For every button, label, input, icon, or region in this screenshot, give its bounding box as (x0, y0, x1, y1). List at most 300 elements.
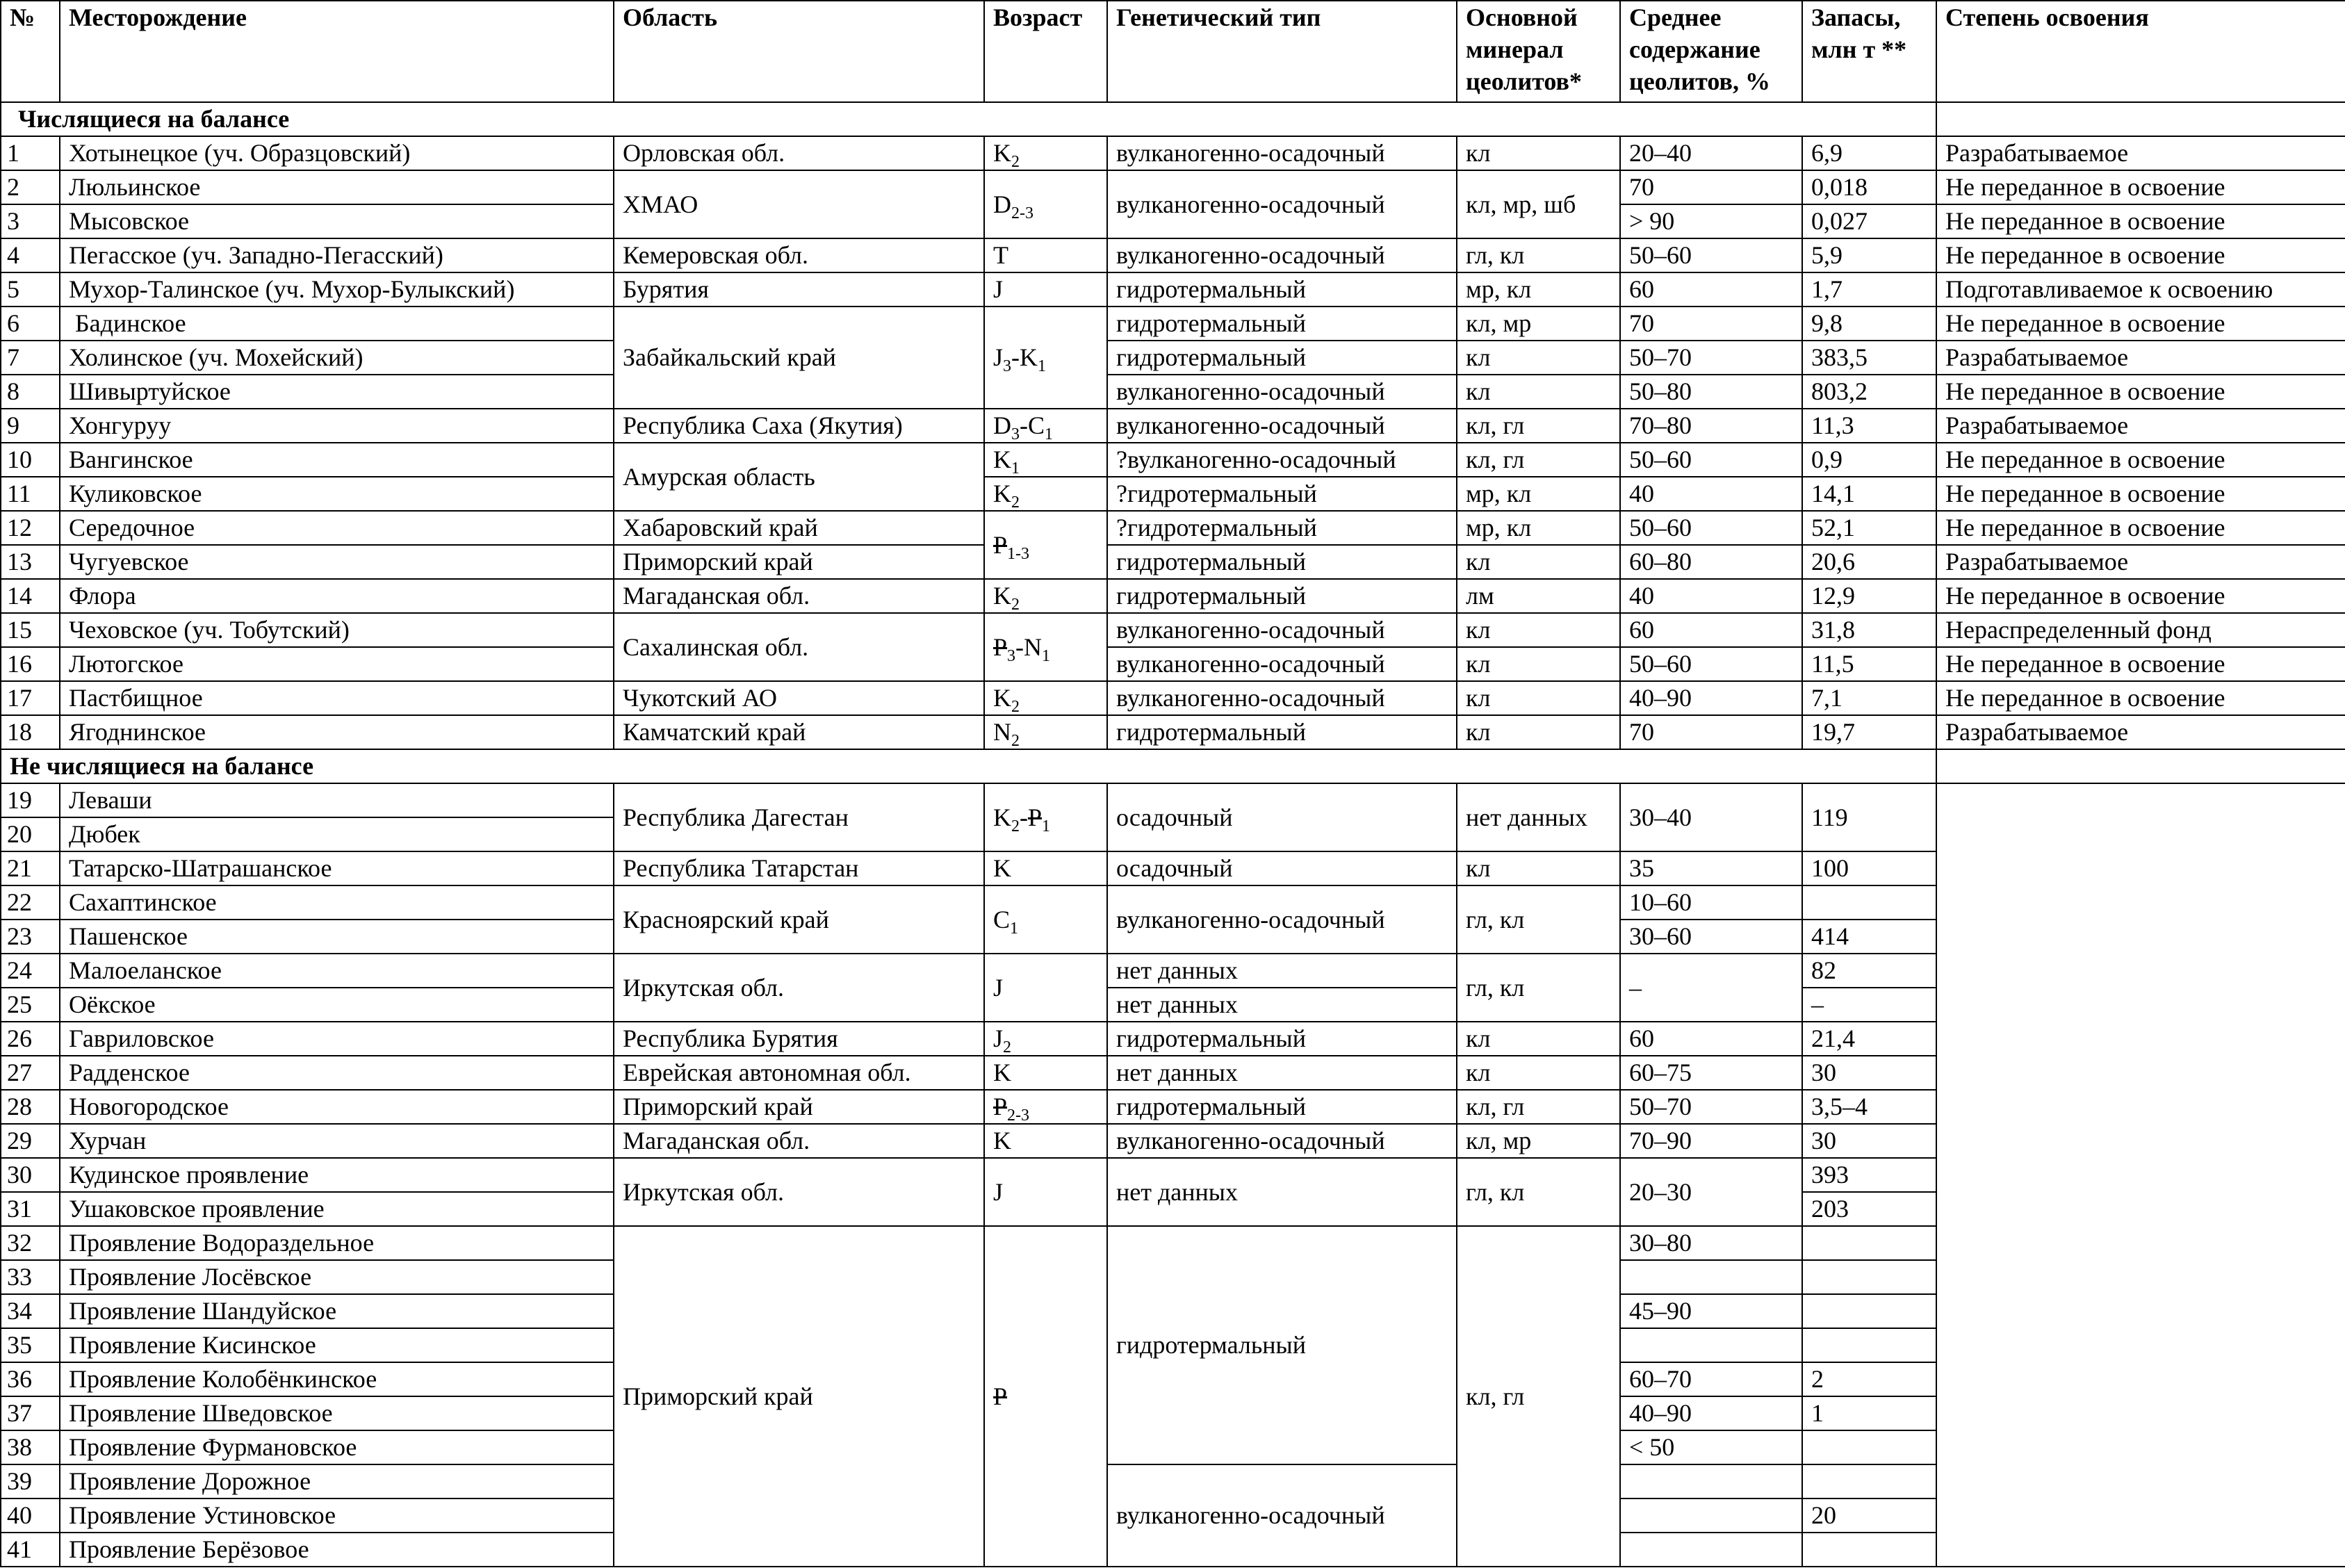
deposit-name: Ягоднинское (60, 715, 614, 749)
age-cell: $K_2-P_1$ (984, 783, 1107, 851)
header-status: Степень освоения (1936, 1, 2345, 102)
genetic-type-cell: вулканогенно-осадочный (1107, 238, 1457, 272)
mineral-cell: кл (1457, 715, 1620, 749)
content-cell: 20–30 (1620, 1158, 1802, 1226)
header-content: Среднее содержание цеолитов, % (1620, 1, 1802, 102)
mineral-cell: гл, кл (1457, 885, 1620, 954)
row-number: 11 (1, 477, 60, 511)
header-age: Возраст (984, 1, 1107, 102)
section-status-empty (1936, 102, 2345, 136)
mineral-cell: гл, кл (1457, 954, 1620, 1022)
deposit-name: Лютогское (60, 647, 614, 681)
reserves-cell (1802, 1294, 1936, 1328)
reserves-cell (1802, 1533, 1936, 1567)
age-cell: $J_3-K_1$ (984, 307, 1107, 409)
status-cell: Нераспределенный фонд (1936, 613, 2345, 647)
content-cell: 50–60 (1620, 443, 1802, 477)
row-number: 30 (1, 1158, 60, 1192)
content-cell: 50–80 (1620, 375, 1802, 409)
mineral-cell: кл (1457, 851, 1620, 885)
mineral-cell: кл, мр (1457, 307, 1620, 341)
deposit-name: Пегасское (уч. Западно-Пегасский) (60, 238, 614, 272)
content-cell: 40–90 (1620, 681, 1802, 715)
mineral-cell: кл (1457, 681, 1620, 715)
deposit-name: Проявление Берёзовое (60, 1533, 614, 1567)
deposit-name: Проявление Устиновское (60, 1498, 614, 1533)
genetic-type-cell: гидротермальный (1107, 545, 1457, 579)
deposit-name: Кудинское проявление (60, 1158, 614, 1192)
table-row (1, 579, 2345, 613)
row-number: 36 (1, 1362, 60, 1396)
reserves-cell: 20 (1802, 1498, 1936, 1533)
row-number: 31 (1, 1192, 60, 1226)
reserves-cell: 14,1 (1802, 477, 1936, 511)
reserves-cell (1802, 1226, 1936, 1260)
content-cell: 60 (1620, 1022, 1802, 1056)
status-cell: Не переданное в освоение (1936, 170, 2345, 204)
reserves-cell: 52,1 (1802, 511, 1936, 545)
section-status-empty (1936, 749, 2345, 783)
region-cell: Республика Саха (Якутия) (614, 409, 984, 443)
region-cell: Приморский край (614, 1090, 984, 1124)
deposit-name: Проявление Кисинское (60, 1328, 614, 1362)
row-number: 4 (1, 238, 60, 272)
age-cell: K (984, 851, 1107, 885)
mineral-cell: нет данных (1457, 783, 1620, 851)
deposit-name: Пашенское (60, 920, 614, 954)
deposit-name: Проявление Шандуйское (60, 1294, 614, 1328)
reserves-cell (1802, 1260, 1936, 1294)
genetic-type-cell: ?вулканогенно-осадочный (1107, 443, 1457, 477)
content-cell: 45–90 (1620, 1294, 1802, 1328)
deposit-name: Малоеланское (60, 954, 614, 988)
deposit-name: Сахаптинское (60, 885, 614, 920)
row-number: 29 (1, 1124, 60, 1158)
table-row (1, 443, 2345, 477)
region-cell: Сахалинская обл. (614, 613, 984, 681)
status-cell: Не переданное в освоение (1936, 477, 2345, 511)
deposit-name: Пастбищное (60, 681, 614, 715)
reserves-cell (1802, 1328, 1936, 1362)
mineral-cell: кл, мр, шб (1457, 170, 1620, 238)
table-row (1, 272, 2345, 307)
deposit-name: Бадинское (60, 307, 614, 341)
content-cell: – (1620, 954, 1802, 1022)
age-cell: $K_2$ (984, 579, 1107, 613)
content-cell: 60 (1620, 613, 1802, 647)
genetic-type-cell: вулканогенно-осадочный (1107, 681, 1457, 715)
status-cell: Разрабатываемое (1936, 341, 2345, 375)
region-cell: Иркутская обл. (614, 1158, 984, 1226)
deposit-name: Мухор-Талинское (уч. Мухор-Булыкский) (60, 272, 614, 307)
mineral-cell: лм (1457, 579, 1620, 613)
row-number: 20 (1, 817, 60, 851)
table-row (1, 375, 2345, 409)
region-cell: Приморский край (614, 545, 984, 579)
age-cell: J (984, 1158, 1107, 1226)
reserves-cell (1802, 1430, 1936, 1464)
age-cell: K (984, 1056, 1107, 1090)
reserves-cell: 30 (1802, 1124, 1936, 1158)
row-number: 37 (1, 1396, 60, 1430)
content-cell: 50–60 (1620, 238, 1802, 272)
age-cell: $D_{2-3}$ (984, 170, 1107, 238)
status-empty-block (1936, 783, 2345, 1567)
mineral-cell: мр, кл (1457, 511, 1620, 545)
section-row (1, 749, 2345, 783)
mineral-cell: кл (1457, 545, 1620, 579)
genetic-type-cell: вулканогенно-осадочный (1107, 375, 1457, 409)
genetic-type-cell: гидротермальный (1107, 579, 1457, 613)
row-number: 17 (1, 681, 60, 715)
status-cell: Разрабатываемое (1936, 545, 2345, 579)
reserves-cell: 0,9 (1802, 443, 1936, 477)
reserves-cell: 0,027 (1802, 204, 1936, 238)
row-number: 22 (1, 885, 60, 920)
header-reserves: Запасы, млн т ** (1802, 1, 1936, 102)
table-row (1, 511, 2345, 545)
deposit-name: Куликовское (60, 477, 614, 511)
region-cell: Магаданская обл. (614, 1124, 984, 1158)
deposit-name: Шивыртуйское (60, 375, 614, 409)
content-cell (1620, 1464, 1802, 1498)
row-number: 21 (1, 851, 60, 885)
row-number: 8 (1, 375, 60, 409)
status-cell: Подготавливаемое к освоению (1936, 272, 2345, 307)
genetic-type-cell: вулканогенно-осадочный (1107, 170, 1457, 238)
reserves-cell: 1,7 (1802, 272, 1936, 307)
table-row (1, 545, 2345, 579)
content-cell: 40–90 (1620, 1396, 1802, 1430)
deposit-name: Проявление Колобёнкинское (60, 1362, 614, 1396)
header-row (1, 1, 2345, 102)
content-cell: 50–70 (1620, 1090, 1802, 1124)
content-cell (1620, 1328, 1802, 1362)
row-number: 1 (1, 136, 60, 170)
genetic-type-cell: осадочный (1107, 851, 1457, 885)
age-cell: J (984, 954, 1107, 1022)
deposit-name: Гавриловское (60, 1022, 614, 1056)
status-cell: Не переданное в освоение (1936, 647, 2345, 681)
row-number: 15 (1, 613, 60, 647)
genetic-type-cell: гидротермальный (1107, 1226, 1457, 1464)
reserves-cell: 3,5–4 (1802, 1090, 1936, 1124)
reserves-cell: 383,5 (1802, 341, 1936, 375)
content-cell: 50–70 (1620, 341, 1802, 375)
row-number: 25 (1, 988, 60, 1022)
mineral-cell: гл, кл (1457, 238, 1620, 272)
mineral-cell: кл, гл (1457, 1226, 1620, 1567)
genetic-type-cell: вулканогенно-осадочный (1107, 1464, 1457, 1567)
deposit-name: Хотынецкое (уч. Образцовский) (60, 136, 614, 170)
table-row (1, 307, 2345, 341)
age-cell: $P_3-N_1$ (984, 613, 1107, 681)
row-number: 5 (1, 272, 60, 307)
mineral-cell: кл, мр (1457, 1124, 1620, 1158)
table-row (1, 409, 2345, 443)
row-number: 13 (1, 545, 60, 579)
reserves-cell: 6,9 (1802, 136, 1936, 170)
genetic-type-cell: гидротермальный (1107, 1022, 1457, 1056)
row-number: 41 (1, 1533, 60, 1567)
table-row (1, 477, 2345, 511)
header-deposit: Месторождение (60, 1, 614, 102)
region-cell: Чукотский АО (614, 681, 984, 715)
content-cell: 60–75 (1620, 1056, 1802, 1090)
table-row (1, 783, 2345, 817)
row-number: 14 (1, 579, 60, 613)
table-row (1, 341, 2345, 375)
row-number: 6 (1, 307, 60, 341)
content-cell: 10–60 (1620, 885, 1802, 920)
reserves-cell: 2 (1802, 1362, 1936, 1396)
row-number: 18 (1, 715, 60, 749)
table-row (1, 136, 2345, 170)
row-number: 26 (1, 1022, 60, 1056)
genetic-type-cell: гидротермальный (1107, 307, 1457, 341)
row-number: 9 (1, 409, 60, 443)
age-cell: $N_2$ (984, 715, 1107, 749)
section-off-balance: Не числящиеся на балансе (1, 749, 1936, 783)
row-number: 38 (1, 1430, 60, 1464)
deposit-name: Проявление Лосёвское (60, 1260, 614, 1294)
region-cell: Камчатский край (614, 715, 984, 749)
region-cell: Приморский край (614, 1226, 984, 1567)
table-row (1, 613, 2345, 647)
content-cell (1620, 1260, 1802, 1294)
reserves-cell: 1 (1802, 1396, 1936, 1430)
mineral-cell: кл (1457, 1022, 1620, 1056)
deposit-name: Мысовское (60, 204, 614, 238)
reserves-cell: 9,8 (1802, 307, 1936, 341)
genetic-type-cell: нет данных (1107, 1158, 1457, 1226)
content-cell: 40 (1620, 579, 1802, 613)
content-cell: 50–60 (1620, 647, 1802, 681)
genetic-type-cell: нет данных (1107, 1056, 1457, 1090)
header-mineral: Основной минерал цеолитов* (1457, 1, 1620, 102)
genetic-type-cell: гидротермальный (1107, 1090, 1457, 1124)
row-number: 39 (1, 1464, 60, 1498)
reserves-cell: 203 (1802, 1192, 1936, 1226)
reserves-cell: 5,9 (1802, 238, 1936, 272)
age-cell: $P_{1-3}$ (984, 511, 1107, 579)
deposit-name: Новогородское (60, 1090, 614, 1124)
mineral-cell: кл, гл (1457, 409, 1620, 443)
mineral-cell: мр, кл (1457, 477, 1620, 511)
mineral-cell: кл (1457, 647, 1620, 681)
header-num: № (1, 1, 60, 102)
region-cell: Еврейская автономная обл. (614, 1056, 984, 1090)
row-number: 7 (1, 341, 60, 375)
row-number: 40 (1, 1498, 60, 1533)
region-cell: Красноярский край (614, 885, 984, 954)
age-cell: $K_2$ (984, 681, 1107, 715)
table-row (1, 715, 2345, 749)
reserves-cell: – (1802, 988, 1936, 1022)
deposit-name: Ушаковское проявление (60, 1192, 614, 1226)
mineral-cell: кл (1457, 375, 1620, 409)
table-row (1, 681, 2345, 715)
genetic-type-cell: ?гидротермальный (1107, 477, 1457, 511)
genetic-type-cell: вулканогенно-осадочный (1107, 613, 1457, 647)
content-cell: 70–80 (1620, 409, 1802, 443)
status-cell: Не переданное в освоение (1936, 307, 2345, 341)
region-cell: Республика Татарстан (614, 851, 984, 885)
genetic-type-cell: нет данных (1107, 954, 1457, 988)
reserves-cell: 12,9 (1802, 579, 1936, 613)
content-cell: > 90 (1620, 204, 1802, 238)
genetic-type-cell: вулканогенно-осадочный (1107, 136, 1457, 170)
content-cell: 70 (1620, 170, 1802, 204)
content-cell: 50–60 (1620, 511, 1802, 545)
header-genetic-type: Генетический тип (1107, 1, 1457, 102)
reserves-cell: 11,3 (1802, 409, 1936, 443)
deposit-name: Чеховское (уч. Тобутский) (60, 613, 614, 647)
reserves-cell: 7,1 (1802, 681, 1936, 715)
region-cell: Магаданская обл. (614, 579, 984, 613)
row-number: 10 (1, 443, 60, 477)
status-cell: Разрабатываемое (1936, 409, 2345, 443)
mineral-cell: мр, кл (1457, 272, 1620, 307)
deposit-name: Проявление Дорожное (60, 1464, 614, 1498)
deposit-name: Флора (60, 579, 614, 613)
row-number: 34 (1, 1294, 60, 1328)
deposit-name: Середочное (60, 511, 614, 545)
mineral-cell: гл, кл (1457, 1158, 1620, 1226)
mineral-cell: кл, гл (1457, 443, 1620, 477)
genetic-type-cell: ?гидротермальный (1107, 511, 1457, 545)
status-cell: Не переданное в освоение (1936, 511, 2345, 545)
deposit-name: Вангинское (60, 443, 614, 477)
age-cell: P (984, 1226, 1107, 1567)
deposit-name: Леваши (60, 783, 614, 817)
deposit-name: Проявление Водораздельное (60, 1226, 614, 1260)
genetic-type-cell: вулканогенно-осадочный (1107, 1124, 1457, 1158)
age-cell: J (984, 272, 1107, 307)
deposit-name: Люльинское (60, 170, 614, 204)
mineral-cell: кл, гл (1457, 1090, 1620, 1124)
content-cell: 60–80 (1620, 545, 1802, 579)
section-on-balance: Числящиеся на балансе (1, 102, 1936, 136)
status-cell: Не переданное в освоение (1936, 238, 2345, 272)
region-cell: Орловская обл. (614, 136, 984, 170)
status-cell: Не переданное в освоение (1936, 375, 2345, 409)
status-cell: Не переданное в освоение (1936, 681, 2345, 715)
mineral-cell: кл (1457, 613, 1620, 647)
status-cell: Не переданное в освоение (1936, 204, 2345, 238)
region-cell: Республика Дагестан (614, 783, 984, 851)
age-cell: $K_2$ (984, 477, 1107, 511)
content-cell (1620, 1533, 1802, 1567)
genetic-type-cell: гидротермальный (1107, 272, 1457, 307)
row-number: 3 (1, 204, 60, 238)
genetic-type-cell: нет данных (1107, 988, 1457, 1022)
deposit-name: Радденское (60, 1056, 614, 1090)
header-region: Область (614, 1, 984, 102)
content-cell: 30–60 (1620, 920, 1802, 954)
deposit-name: Дюбек (60, 817, 614, 851)
mineral-cell: кл (1457, 1056, 1620, 1090)
reserves-cell (1802, 885, 1936, 920)
section-row (1, 102, 2345, 136)
table-row (1, 238, 2345, 272)
mineral-cell: кл (1457, 136, 1620, 170)
age-cell: $J_2$ (984, 1022, 1107, 1056)
content-cell: 70 (1620, 307, 1802, 341)
region-cell: Хабаровский край (614, 511, 984, 545)
row-number: 23 (1, 920, 60, 954)
genetic-type-cell: вулканогенно-осадочный (1107, 647, 1457, 681)
region-cell: Амурская область (614, 443, 984, 511)
deposit-name: Холинское (уч. Мохейский) (60, 341, 614, 375)
age-cell: $K_1$ (984, 443, 1107, 477)
row-number: 12 (1, 511, 60, 545)
reserves-cell: 31,8 (1802, 613, 1936, 647)
region-cell: Забайкальский край (614, 307, 984, 409)
row-number: 19 (1, 783, 60, 817)
row-number: 35 (1, 1328, 60, 1362)
genetic-type-cell: осадочный (1107, 783, 1457, 851)
reserves-cell: 414 (1802, 920, 1936, 954)
genetic-type-cell: гидротермальный (1107, 341, 1457, 375)
content-cell: 70 (1620, 715, 1802, 749)
content-cell: 20–40 (1620, 136, 1802, 170)
row-number: 24 (1, 954, 60, 988)
deposit-name: Хонгуруу (60, 409, 614, 443)
content-cell (1620, 1498, 1802, 1533)
reserves-cell: 20,6 (1802, 545, 1936, 579)
age-cell: $K_2$ (984, 136, 1107, 170)
reserves-cell: 119 (1802, 783, 1936, 851)
deposit-name: Проявление Шведовское (60, 1396, 614, 1430)
reserves-cell: 803,2 (1802, 375, 1936, 409)
age-cell: $D_3-C_1$ (984, 409, 1107, 443)
content-cell: < 50 (1620, 1430, 1802, 1464)
row-number: 32 (1, 1226, 60, 1260)
reserves-cell: 21,4 (1802, 1022, 1936, 1056)
row-number: 16 (1, 647, 60, 681)
reserves-cell: 100 (1802, 851, 1936, 885)
row-number: 27 (1, 1056, 60, 1090)
status-cell: Разрабатываемое (1936, 136, 2345, 170)
region-cell: Республика Бурятия (614, 1022, 984, 1056)
row-number: 2 (1, 170, 60, 204)
age-cell: $P_{2-3}$ (984, 1090, 1107, 1124)
status-cell: Не переданное в освоение (1936, 579, 2345, 613)
reserves-cell: 19,7 (1802, 715, 1936, 749)
content-cell: 35 (1620, 851, 1802, 885)
region-cell: Иркутская обл. (614, 954, 984, 1022)
genetic-type-cell: гидротермальный (1107, 715, 1457, 749)
status-cell: Разрабатываемое (1936, 715, 2345, 749)
content-cell: 30–80 (1620, 1226, 1802, 1260)
genetic-type-cell: вулканогенно-осадочный (1107, 885, 1457, 954)
deposit-name: Проявление Фурмановское (60, 1430, 614, 1464)
table-row (1, 647, 2345, 681)
reserves-cell: 30 (1802, 1056, 1936, 1090)
content-cell: 60–70 (1620, 1362, 1802, 1396)
content-cell: 30–40 (1620, 783, 1802, 851)
row-number: 28 (1, 1090, 60, 1124)
reserves-cell: 11,5 (1802, 647, 1936, 681)
deposit-name: Оёкское (60, 988, 614, 1022)
reserves-cell (1802, 1464, 1936, 1498)
region-cell: ХМАО (614, 170, 984, 238)
age-cell: T (984, 238, 1107, 272)
age-cell: $C_1$ (984, 885, 1107, 954)
region-cell: Кемеровская обл. (614, 238, 984, 272)
deposit-name: Татарско-Шатрашанское (60, 851, 614, 885)
